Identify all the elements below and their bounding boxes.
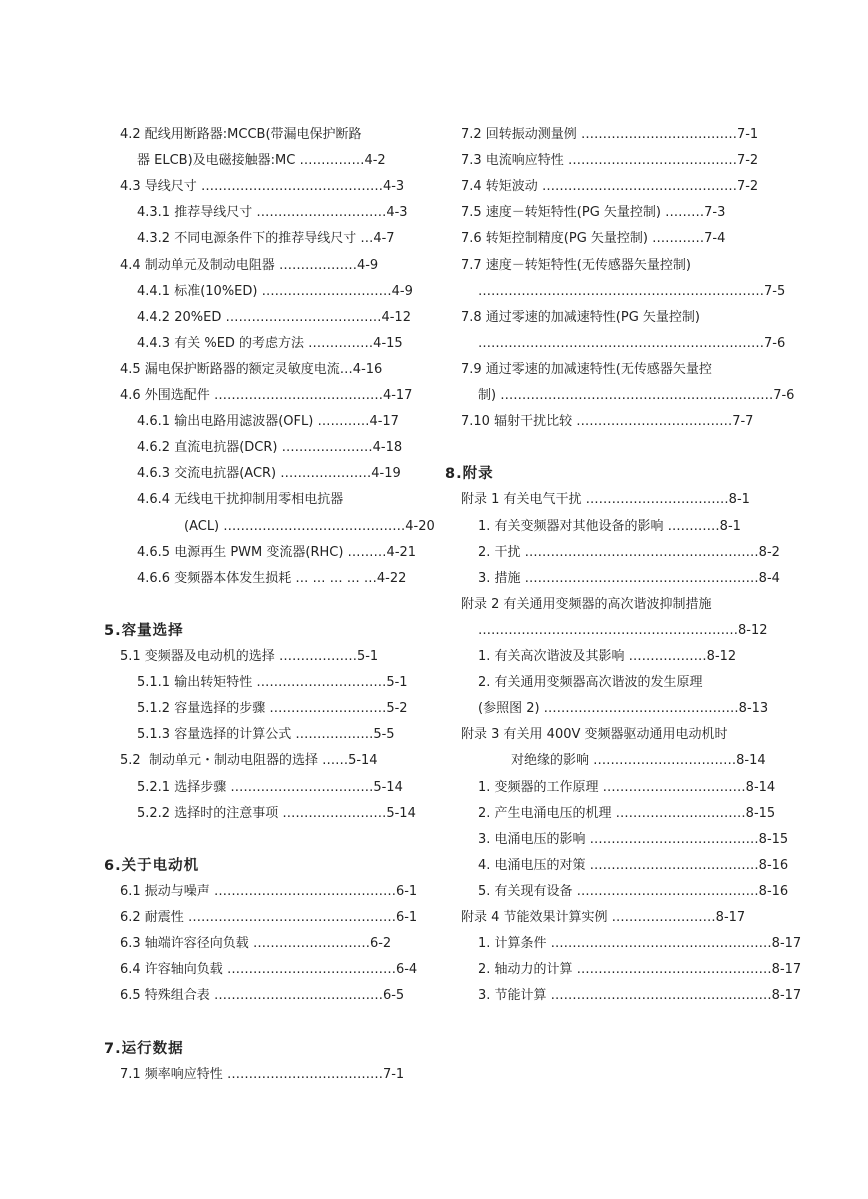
- toc-entry: 7.6 转矩控制精度(PG 矢量控制) …………7-4: [461, 231, 726, 247]
- toc-entry: 4.4 制动单元及制动电阻器 ………………4-9: [120, 257, 379, 273]
- toc-entry: 4.6.5 电源再生 PWM 变流器(RHC) ………4-21: [137, 544, 417, 560]
- toc-entry: 5.2.1 选择步骤 ……………………………5-14: [137, 779, 403, 795]
- toc-entry-continuation: ……………………………………………………8-12: [478, 622, 768, 638]
- toc-entry: 4.6 外围选配件 …………………………………4-17: [120, 388, 413, 403]
- toc-entry: 7.4 转矩波动 ………………………………………7-2: [461, 179, 759, 195]
- toc-entry: 附录 4 节能效果计算实例 ……………………8-17: [461, 910, 746, 925]
- section-heading: 6.关于电动机: [104, 857, 200, 874]
- toc-entry: 4.4.2 20%ED ………………………………4-12: [137, 309, 411, 325]
- section-heading: 5.容量选择: [104, 622, 184, 639]
- toc-entry: 2. 产生电涌电压的机理 …………………………8-15: [478, 805, 776, 821]
- blank-line: [445, 435, 763, 461]
- toc-entry: 6.5 特殊组合表 …………………………………6-5: [120, 988, 405, 1004]
- toc-entry: 5.2 制动单元・制动电阻器的选择 ……5-14: [120, 753, 378, 769]
- toc-entry-continuation: 对绝缘的影响 ……………………………8-14: [511, 753, 766, 769]
- toc-entry: 1. 计算条件 ……………………………………………8-17: [478, 936, 802, 952]
- blank-line: [104, 1009, 422, 1035]
- section-heading: 7.运行数据: [104, 1040, 184, 1057]
- toc-entry: 4.3.1 推荐导线尺寸 …………………………4-3: [137, 205, 408, 221]
- toc-entry-continuation: …………………………………………………………7-6: [478, 335, 786, 351]
- toc-entry: 附录 2 有关通用变频器的高次谐波抑制措施: [461, 596, 712, 612]
- toc-entry: 7.1 频率响应特性 ………………………………7-1: [120, 1066, 405, 1082]
- toc-entry: 7.8 通过零速的加减速特性(PG 矢量控制): [461, 309, 700, 325]
- toc-entry: 5.1.3 容量选择的计算公式 ………………5-5: [137, 727, 395, 743]
- toc-entry: 6.1 振动与噪声 ……………………………………6-1: [120, 883, 418, 899]
- toc-entry: 4.3 导线尺寸 ……………………………………4-3: [120, 179, 405, 195]
- toc-entry-continuation: 器 ELCB)及电磁接触器:MC ……………4-2: [137, 153, 386, 169]
- toc-entry: 7.10 辐射干扰比较 ………………………………7-7: [461, 414, 754, 430]
- toc-entry: 4.5 漏电保护断路器的额定灵敏度电流…4-16: [120, 361, 383, 377]
- toc-entry: 7.7 速度－转矩特性(无传感器矢量控制): [461, 257, 691, 273]
- toc-entry-continuation: (ACL) ……………………………………4-20: [184, 518, 435, 534]
- toc-entry: 1. 有关高次谐波及其影响 ………………8-12: [478, 649, 737, 664]
- toc-entry: 4.3.2 不同电源条件下的推荐导线尺寸 …4-7: [137, 231, 395, 247]
- blank-line: [104, 592, 422, 618]
- blank-line: [104, 827, 422, 853]
- toc-entry: 1. 有关变频器对其他设备的影响 …………8-1: [478, 518, 741, 534]
- toc-entry: 1. 变频器的工作原理 ……………………………8-14: [478, 779, 776, 795]
- toc-entry: 7.5 速度－转矩特性(PG 矢量控制) ………7-3: [461, 205, 726, 221]
- toc-entry: 4. 电涌电压的对策 …………………………………8-16: [478, 857, 789, 873]
- toc-entry: 4.6.3 交流电抗器(ACR) …………………4-19: [137, 466, 401, 482]
- toc-entry: 4.4.3 有关 %ED 的考虑方法 ……………4-15: [137, 335, 403, 351]
- toc-entry: 4.6.2 直流电抗器(DCR) …………………4-18: [137, 440, 403, 456]
- toc-entry: 4.6.1 输出电路用滤波器(OFL) …………4-17: [137, 414, 399, 430]
- toc-entry-continuation: (参照图 2) ………………………………………8-13: [478, 701, 769, 717]
- toc-entry: 5.2.2 选择时的注意事项 ……………………5-14: [137, 805, 416, 821]
- toc-entry: 5.1.1 输出转矩特性 …………………………5-1: [137, 675, 408, 691]
- toc-entry: 3. 节能计算 ……………………………………………8-17: [478, 988, 802, 1004]
- toc-entry: 7.9 通过零速的加减速特性(无传感器矢量控: [461, 361, 712, 377]
- toc-entry: 6.4 许容轴向负载 …………………………………6-4: [120, 962, 418, 978]
- toc-entry: 3. 措施 ………………………………………………8-4: [478, 570, 780, 586]
- toc-entry: 7.2 回转振动测量例 ………………………………7-1: [461, 127, 759, 142]
- toc-entry: 2. 有关通用变频器高次谐波的发生原理: [478, 675, 703, 691]
- toc-entry: 4.6.4 无线电干扰抑制用零相电抗器: [137, 492, 344, 508]
- section-heading: 8.附录: [445, 466, 494, 483]
- toc-entry: 5. 有关现有设备 ……………………………………8-16: [478, 883, 789, 899]
- toc-entry: 2. 轴动力的计算 ………………………………………8-17: [478, 962, 802, 978]
- toc-entry: 3. 电涌电压的影响 …………………………………8-15: [478, 831, 789, 847]
- toc-entry: 7.3 电流响应特性 …………………………………7-2: [461, 153, 759, 169]
- toc-entry: 附录 1 有关电气干扰 ……………………………8-1: [461, 492, 750, 508]
- toc-entry: 4.2 配线用断路器:MCCB(带漏电保护断路: [120, 127, 362, 142]
- toc-entry-continuation: 制) ………………………………………………………7-6: [478, 388, 795, 403]
- toc-entry: 6.3 轴端许容径向负载 ………………………6-2: [120, 936, 392, 952]
- toc-entry: 4.4.1 标准(10%ED) …………………………4-9: [137, 283, 413, 299]
- toc-entry: 2. 干扰 ………………………………………………8-2: [478, 544, 780, 560]
- toc-entry: 5.1 变频器及电动机的选择 ………………5-1: [120, 649, 379, 664]
- toc-entry: 6.2 耐震性 …………………………………………6-1: [120, 910, 418, 925]
- toc-entry: 附录 3 有关用 400V 变频器驱动通用电动机时: [461, 727, 728, 743]
- toc-entry: 5.1.2 容量选择的步骤 ………………………5-2: [137, 701, 408, 717]
- toc-entry: 4.6.6 变频器本体发生损耗 … … … … …4-22: [137, 570, 407, 586]
- toc-entry-continuation: …………………………………………………………7-5: [478, 283, 786, 299]
